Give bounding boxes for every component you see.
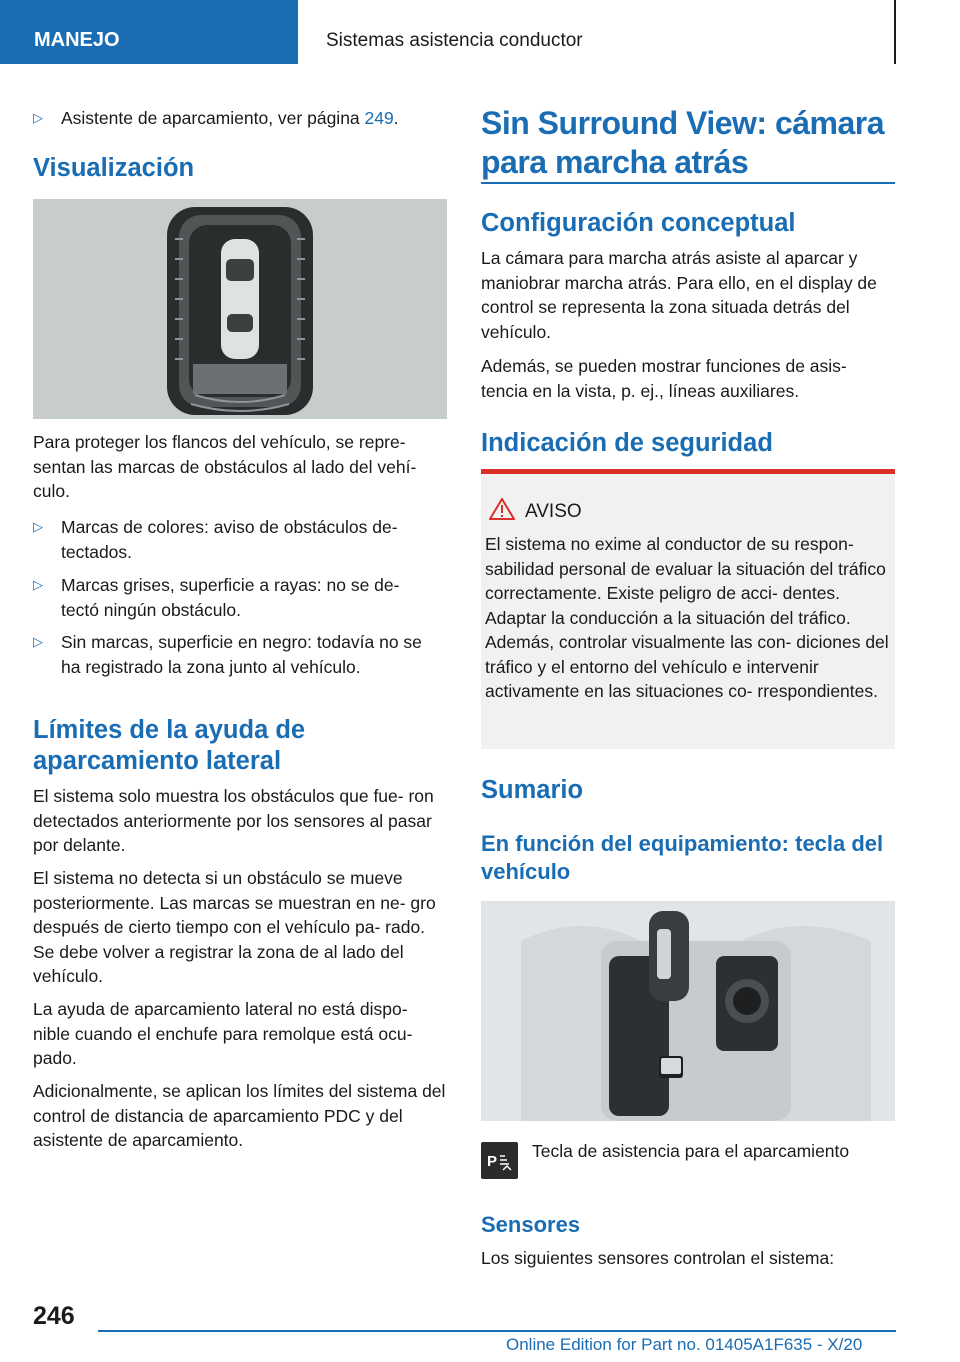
warning-box [481, 469, 895, 749]
warning-triangle-icon [489, 498, 515, 520]
warning-title: AVISO [525, 501, 582, 522]
heading-sensores: Sensores [481, 1212, 581, 1237]
paragraph: El sistema no detecta si un obstáculo se mueve posteriormente. Las marcas se muestran en ne‐ gro después de cierto tiempo con el vehículo pa‐ rado. Se debe volver a registrar la zona de al lado del vehículo. [33, 868, 436, 986]
parking-assist-icon [481, 1142, 518, 1179]
heading-limites: Límites de la ayuda de aparcamiento lateral [33, 716, 306, 775]
triangle-bullet-icon: ▷ [33, 110, 43, 125]
heading-equipamiento: En función del equipamiento: tecla del vehículo [481, 831, 884, 884]
paragraph: Los siguientes sensores controlan el sistema: [481, 1248, 835, 1268]
parking-assistant-button-icon [481, 1142, 518, 1179]
paragraph: La cámara para marcha atrás asiste al aparcar y maniobrar marcha atrás. Para ello, en el display de control se representa la zona situada detrás del vehículo. [481, 248, 877, 342]
warning-text: El sistema no exime al conductor de su respon‐ sabilidad personal de evaluar la situación del tráfico correctamente. Existe peligro de acci‐ dentes. Adaptar la conducción a la situación del tráfico. Además, controlar visualmente las con‐ diciones del tráfico y el entorno del vehículo e intervenir activamente en las situaciones co‐ rrespondientes. [485, 534, 889, 701]
svg-text:P: P [487, 1153, 498, 1170]
footer-edition: Online Edition for Part no. 01405A1F635 - X/20 [506, 1335, 863, 1354]
triangle-bullet-icon: ▷ [33, 577, 43, 592]
bullet-text: Asistente de aparcamiento, ver página [61, 108, 365, 128]
paragraph: Para proteger los flancos del vehículo, se repre‐ sentan las marcas de obstáculos al lado del vehí‐ culo. [33, 432, 417, 501]
parking-visualization-image [33, 199, 447, 419]
paragraph: El sistema solo muestra los obstáculos que fue‐ ron detectados anteriormente por los sensores al pasar por delante. [33, 786, 434, 855]
header-chapter-title: Sistemas asistencia conductor [326, 30, 583, 51]
bullet-text: Marcas grises, superficie a rayas: no se de‐ tectó ningún obstáculo. [61, 575, 400, 620]
heading-visualizacion: Visualización [33, 154, 195, 182]
footer-divider [98, 1330, 896, 1332]
icon-caption: Tecla de asistencia para el aparcamiento [532, 1141, 850, 1161]
heading-sumario: Sumario [481, 776, 584, 804]
page-number: 246 [33, 1302, 75, 1330]
triangle-bullet-icon: ▷ [33, 519, 43, 534]
paragraph: Además, se pueden mostrar funciones de asis‐ tencia en la vista, p. ej., líneas auxiliares. [481, 356, 847, 401]
bullet-end: . [393, 108, 399, 128]
heading-seguridad: Indicación de seguridad [481, 429, 773, 457]
paragraph: La ayuda de aparcamiento lateral no está dispo‐ nible cuando el enchufe para remolque está ocu‐ pado. [33, 999, 413, 1068]
parking-visualization-graphic [33, 199, 447, 419]
triangle-bullet-icon: ▷ [33, 634, 43, 649]
center-console-graphic [481, 901, 895, 1121]
bullet-text: Marcas de colores: aviso de obstáculos de‐ tectados. [61, 517, 398, 562]
page-link[interactable]: 249 [364, 108, 394, 128]
title-divider [481, 182, 895, 184]
paragraph: Adicionalmente, se aplican los límites del sistema del control de distancia de aparcamiento PDC y del asistente de aparcamiento. [33, 1081, 446, 1150]
header-section-title: MANEJO [34, 29, 120, 51]
page-title: Sin Surround View: cámara para marcha atrás [481, 105, 885, 180]
heading-configuracion: Configuración conceptual [481, 209, 796, 237]
center-console-image [481, 901, 895, 1121]
bullet-text: Sin marcas, superficie en negro: todavía no se ha registrado la zona junto al vehículo. [61, 632, 422, 677]
